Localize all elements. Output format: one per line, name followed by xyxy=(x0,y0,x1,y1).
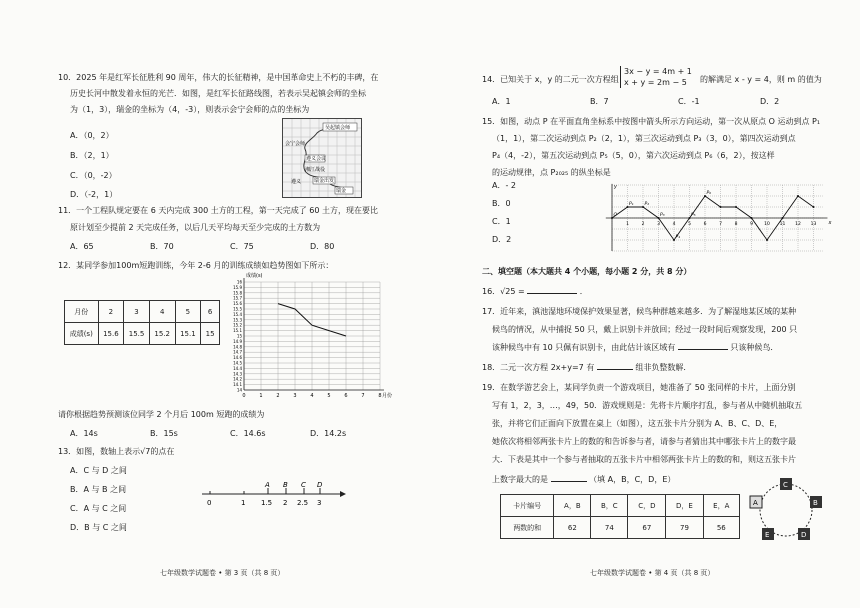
q17-line1: 17．近年来，滇池湿地环境保护效果显著，候鸟种群越来越多．为了解湿地某区域的某种 xyxy=(482,307,797,316)
y-tick-label: 15.2 xyxy=(233,322,242,328)
table-cell: 6 xyxy=(201,301,220,323)
axis-number-2: 2 xyxy=(283,499,288,507)
q19-line6-tail: （填 A，B，C，D，E） xyxy=(589,475,676,484)
point-label: P₅ xyxy=(691,213,696,218)
q10-option-b: B．（2，1） xyxy=(70,151,114,160)
q18-text xyxy=(482,362,691,373)
map-label-wuqizhen: 吴起镇会师 xyxy=(325,125,351,131)
q19-line1: 19．在数学游艺会上，某同学负责一个游戏项目，她准备了 50 张同样的卡片，上面分别 xyxy=(482,383,796,392)
table-cell: C，D xyxy=(628,495,666,517)
table-cell: 成绩(s) xyxy=(65,323,99,345)
table-cell: 3 xyxy=(124,301,150,323)
x-tick-label: 3 xyxy=(293,393,297,399)
y-tick-label: 14.1 xyxy=(233,382,242,388)
q14-option-d: D．2 xyxy=(760,97,780,106)
table-cell: 15.2 xyxy=(149,323,175,345)
q10-line1: 10．2025 年是红军长征胜利 90 周年，伟大的长征精神，是中国革命史上不朽的丰碑，在 xyxy=(58,73,379,82)
map-grid xyxy=(283,119,361,197)
q12-option-d: D．14.2s xyxy=(310,429,347,438)
table-cell: 62 xyxy=(554,517,591,539)
table-cell: 67 xyxy=(628,517,666,539)
path-point xyxy=(813,206,815,208)
y-tick-label: 15.7 xyxy=(233,295,242,301)
q14-line-end: 的解满足 x - y = 4，则 m 的值为 xyxy=(700,75,822,84)
table-cell: 74 xyxy=(591,517,628,539)
q19-line4: 她依次将相邻两张卡片上的数的和告诉参与者，请参与者猜出其中哪张卡片上的数字最 xyxy=(492,437,796,446)
x-axis-label: 月份 xyxy=(382,393,393,399)
table-cell: B，C xyxy=(591,495,628,517)
q17-line3-tail: 只该种候鸟． xyxy=(730,343,779,352)
q15-motion-chart xyxy=(600,180,834,252)
y-tick-label: 14.5 xyxy=(233,360,242,366)
point-label: P₃ xyxy=(660,213,665,218)
table-row xyxy=(501,495,740,517)
q15-line4: 的运动规律，点 P₂₀₂₅ 的纵坐标是 xyxy=(492,168,611,177)
x-tick-label: 8 xyxy=(734,222,738,227)
x-tick-label: 1 xyxy=(626,222,629,227)
table-cell: 79 xyxy=(666,517,703,539)
x-tick-label: 6 xyxy=(344,393,348,399)
map-label-ruijin: 瑞金 xyxy=(336,188,347,194)
y-tick-label: 14.7 xyxy=(233,349,242,355)
path-point xyxy=(766,239,768,241)
y-tick-label: 14 xyxy=(236,387,242,393)
y-tick-label: 15.9 xyxy=(233,284,242,290)
q16-prompt: 16．√25 = xyxy=(482,287,525,296)
path-point xyxy=(782,217,784,219)
x-tick-label: 0 xyxy=(242,393,246,399)
table-cell: A，B xyxy=(554,495,591,517)
y-tick-label: 15.6 xyxy=(233,301,242,307)
q12-question: 请你根据趋势预测该位同学 2 个月后 100m 短跑的成绩为 xyxy=(58,410,265,419)
map-label-ruijin-start: 瑞金出发 xyxy=(314,178,335,184)
q15-line3: P₄（4，-2），第五次运动到点 P₅（5，0），第六次运动到点 P₆（6，2），按这样 xyxy=(492,151,775,160)
table-cell: 两数的和 xyxy=(501,517,554,539)
q10-line3: 为（1，3），瑞金的坐标为（4，-3），则表示会宁会师的点的坐标为 xyxy=(70,105,310,114)
x-tick-label: 2 xyxy=(641,222,645,227)
table-row xyxy=(501,517,740,539)
table-cell: 15.6 xyxy=(98,323,124,345)
q11-option-d: D．80 xyxy=(310,242,335,251)
q19-line2: 写有 1，2，3，…，49，50．游戏规则是：先将卡片顺序打乱，参与者从中随机抽取五 xyxy=(492,401,803,410)
table-cell: 月份 xyxy=(65,301,99,323)
table-cell: 5 xyxy=(175,301,201,323)
q16-answer-blank[interactable] xyxy=(527,286,577,294)
q14-option-c: C．-1 xyxy=(678,97,700,106)
q14-option-b: B．7 xyxy=(590,97,609,106)
axis-letter-b: B xyxy=(283,481,288,489)
section-fill-in-title: 二、填空题（本大题共 4 个小题，每小题 2 分，共 8 分） xyxy=(482,267,692,276)
q16-tail: ． xyxy=(579,287,588,296)
x-tick-label: 2 xyxy=(276,393,280,399)
q19-line6-text: 上数字最大的是 xyxy=(492,475,548,484)
page-4-footer: 七年级数学试题卷 • 第 4 页（共 8 页） xyxy=(590,569,715,577)
q18-prompt: 18．二元一次方程 2x+y=7 有 xyxy=(482,363,595,372)
axis-letter-c: C xyxy=(301,481,306,489)
y-tick-label: 14.8 xyxy=(233,344,242,350)
q10-option-c: C．（0，-2） xyxy=(70,171,117,180)
q19-line3: 张，并将它们正面向下放置在桌上（如图），这五张卡片分别为 A、B、C、D、E， xyxy=(492,419,783,428)
q10-option-d: D．（-2，1） xyxy=(70,190,118,199)
x-tick-label: 9 xyxy=(750,222,753,227)
q13-number-line xyxy=(198,478,348,514)
y-tick-label: 14.3 xyxy=(233,371,242,377)
q14-option-a: A．1 xyxy=(492,97,511,106)
map-label-zunyi-meeting: 遵义会议 xyxy=(306,156,327,162)
q13-option-c: C．A 与 C 之间 xyxy=(70,504,127,513)
q15-line2: （1，1），第二次运动到点 P₂（2，1），第三次运动到点 P₃（3，0），第四次运动到点 xyxy=(492,134,796,143)
q18-answer-blank[interactable] xyxy=(597,362,633,370)
axis-number-2-5: 2.5 xyxy=(297,499,309,507)
q12-score-table xyxy=(64,300,220,345)
q15-line1: 15．如图，动点 P 在平面直角坐标系中按图中箭头所示方向运动，第一次从原点 O 运动到点 P₁ xyxy=(482,117,821,126)
long-march-map xyxy=(282,118,362,198)
q19-card-circle xyxy=(746,474,826,546)
x-tick-label: 7 xyxy=(719,222,722,227)
x-tick-label: 4 xyxy=(672,222,676,227)
axis-number-1-5: 1.5 xyxy=(261,499,273,507)
table-row xyxy=(65,323,220,345)
y-tick-label: 15.5 xyxy=(233,306,242,312)
q13-option-b: B．A 与 B 之间 xyxy=(70,485,127,494)
y-tick-label: 16 xyxy=(236,279,242,285)
point-label: P₄ xyxy=(675,235,681,240)
path-point xyxy=(720,206,722,208)
q12-line1: 12．某同学参加100m短跑训练，今年 2-6 月的训练成绩如趋势图如下所示： xyxy=(58,261,334,270)
table-cell: 2 xyxy=(98,301,124,323)
q10-line2: 历史长河中散发着永恒的光芒．如图，是红军长征路线图，若表示吴起镇会师的坐标 xyxy=(70,89,366,98)
q15-option-b: B．0 xyxy=(492,199,511,208)
q12-option-a: A．14s xyxy=(70,429,98,438)
axis-letter-a: A xyxy=(265,481,270,489)
map-label-zunyi: 遵义 xyxy=(291,179,302,185)
table-cell: 卡片编号 xyxy=(501,495,554,517)
y-tick-label: 15 xyxy=(236,333,242,339)
x-tick-label: 8 xyxy=(378,393,382,399)
path-point xyxy=(735,206,737,208)
page-3-footer: 七年级数学试题卷 • 第 3 页（共 8 页） xyxy=(160,569,285,577)
path-point xyxy=(797,195,799,197)
x-tick-label: 13 xyxy=(810,222,817,227)
q15-option-c: C．1 xyxy=(492,217,511,226)
axis-letter-d: D xyxy=(317,481,323,489)
q16-text xyxy=(482,286,588,297)
q11-line2: 原计划至少提前 2 天完成任务，以后几天平均每天至少完成的土方数为 xyxy=(70,223,321,232)
x-tick-label: 4 xyxy=(310,393,314,399)
axis-number-3: 3 xyxy=(317,499,322,507)
point-label: O xyxy=(613,213,618,218)
y-axis-label: 成绩(s) xyxy=(246,273,263,279)
q15-option-d: D．2 xyxy=(492,235,512,244)
x-axis-label: x xyxy=(828,220,832,226)
page-4 xyxy=(430,0,860,608)
q11-option-a: A．65 xyxy=(70,242,94,251)
card-c-label: C xyxy=(783,481,788,489)
q19-sum-table xyxy=(500,494,740,539)
table-cell: 4 xyxy=(149,301,175,323)
q10-option-a: A．（0，2） xyxy=(70,131,114,140)
card-d-label: D xyxy=(801,531,807,539)
x-tick-label: 12 xyxy=(795,222,801,227)
point-label: P₁ xyxy=(629,202,634,207)
trend-grid xyxy=(244,282,380,390)
q14-eq2: x + y = 2m − 5 xyxy=(624,78,687,87)
map-label-xiangjiang: 湘江战役 xyxy=(305,167,326,173)
table-cell: 15 xyxy=(201,323,220,345)
y-tick-label: 15.8 xyxy=(233,290,242,296)
q17-line3-text: 该种候鸟中有 10 只佩有识别卡，由此估计该区域有 xyxy=(492,343,676,352)
q13-option-a: A．C 与 D 之间 xyxy=(70,466,127,475)
q19-line5: 大．下表是其中一个参与者抽取的五张卡片中相邻两张卡片上的数的和，则这五张卡片 xyxy=(492,455,796,464)
y-tick-label: 15.1 xyxy=(233,328,242,334)
y-tick-label: 14.6 xyxy=(233,355,242,361)
q19-answer-blank[interactable] xyxy=(551,474,587,482)
table-cell: E，A xyxy=(703,495,739,517)
q13-option-d: D．B 与 C 之间 xyxy=(70,523,127,532)
path-point xyxy=(751,217,753,219)
q11-option-c: C．75 xyxy=(230,242,254,251)
x-tick-label: 1 xyxy=(259,393,263,399)
x-tick-label: 3 xyxy=(657,222,660,227)
x-tick-label: 5 xyxy=(327,393,331,399)
point-label: P₂ xyxy=(644,202,650,207)
table-cell: 15.5 xyxy=(124,323,150,345)
axis-number-0: 0 xyxy=(207,499,212,507)
x-tick-label: 5 xyxy=(688,222,691,227)
point-label: P₆ xyxy=(706,191,712,196)
y-tick-label: 14.9 xyxy=(233,338,242,344)
q11-option-b: B．70 xyxy=(150,242,174,251)
q12-option-c: C．14.6s xyxy=(230,429,266,438)
card-e-label: E xyxy=(765,531,770,539)
q15-option-a: A．- 2 xyxy=(492,181,516,190)
table-row xyxy=(65,301,220,323)
x-tick-label: 7 xyxy=(361,393,365,399)
map-label-huining: 会宁会师 xyxy=(285,141,306,147)
q14-eq1: 3x − y = 4m + 1 xyxy=(624,67,692,76)
y-tick-label: 14.4 xyxy=(233,365,242,371)
q17-line2: 候鸟的情况，从中捕捉 50 只，戴上识别卡并放回；经过一段时间后观察发现，200 只 xyxy=(492,325,798,334)
x-tick-label: 6 xyxy=(703,222,707,227)
y-tick-label: 15.3 xyxy=(233,317,242,323)
y-axis-label: y xyxy=(614,183,617,190)
q14-line-start: 14．已知关于 x，y 的二元一次方程组 xyxy=(482,75,619,84)
y-tick-label: 14.2 xyxy=(233,376,242,382)
q18-tail: 组非负整数解． xyxy=(635,363,692,372)
card-b-label: B xyxy=(813,499,818,507)
x-tick-label: 10 xyxy=(764,222,770,227)
q12-trend-chart xyxy=(222,268,393,399)
y-tick-label: 15.4 xyxy=(233,311,242,317)
table-cell: 15.1 xyxy=(175,323,201,345)
axis-number-1: 1 xyxy=(241,499,246,507)
q14-equation-system xyxy=(620,66,692,88)
q13-line1: 13．如图，数轴上表示√7的点在 xyxy=(58,447,175,456)
q17-answer-blank[interactable] xyxy=(678,342,728,350)
q17-line3 xyxy=(492,342,778,353)
q12-option-b: B．15s xyxy=(150,429,178,438)
table-cell: D，E xyxy=(666,495,703,517)
q19-line6 xyxy=(492,474,675,485)
x-tick-label: 11 xyxy=(779,222,786,227)
table-cell: 56 xyxy=(703,517,739,539)
q11-line1: 11．一个工程队规定要在 6 天内完成 300 土方的工程，第一天完成了 60 土方，现在要比 xyxy=(58,206,378,215)
card-a-label: A xyxy=(753,499,758,507)
